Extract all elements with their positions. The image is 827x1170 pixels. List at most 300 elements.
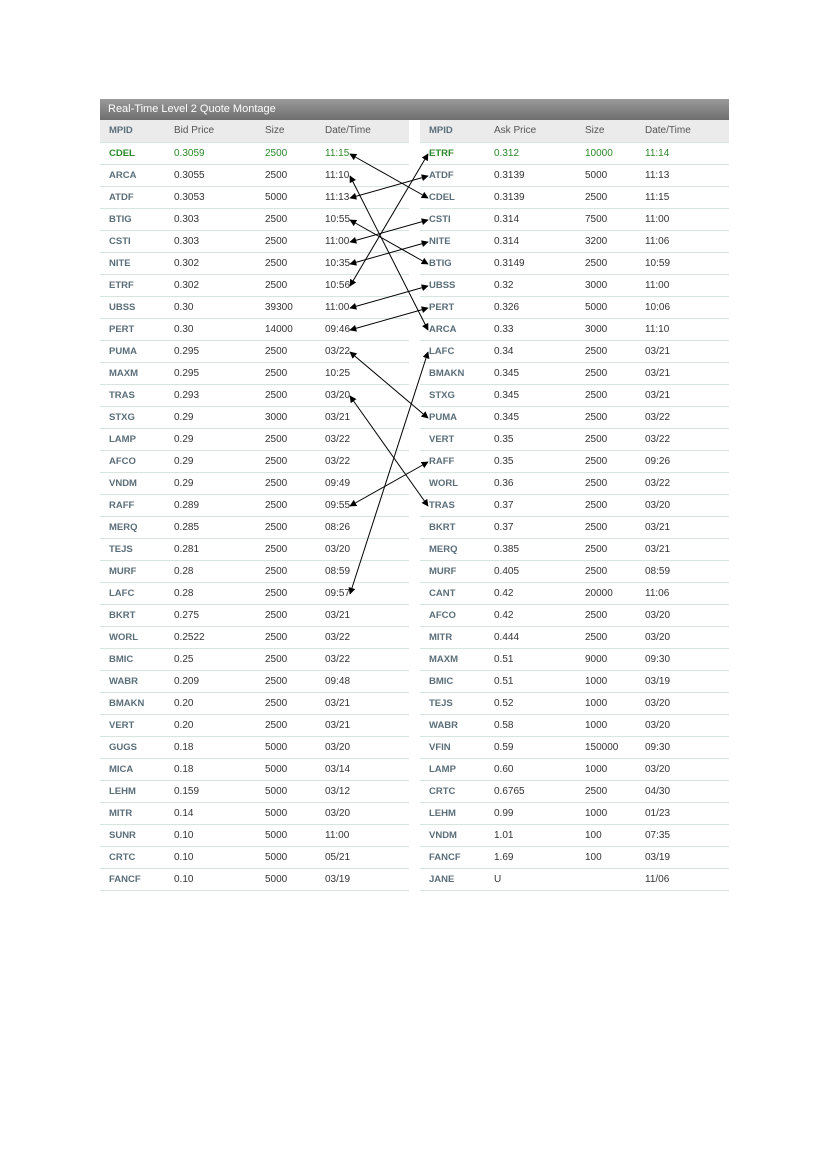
- bid-mpid: GUGS: [109, 742, 137, 753]
- ask-row: [420, 231, 729, 253]
- bid-size: 2500: [265, 522, 288, 533]
- bid-mpid: LEHM: [109, 786, 136, 797]
- bid-size: 2500: [265, 566, 288, 577]
- bid-mpid: VNDM: [109, 478, 137, 489]
- bid-time: 11:00: [325, 830, 350, 841]
- ask-time: 03/20: [645, 632, 671, 643]
- ask-mpid: AFCO: [429, 610, 456, 621]
- ask-row: [420, 363, 729, 385]
- bid-price: 0.29: [174, 478, 194, 489]
- bid-row: [100, 297, 409, 319]
- ask-size: 5000: [585, 302, 608, 313]
- ask-row: [420, 385, 729, 407]
- ask-time: 11:00: [645, 214, 670, 225]
- bid-row: [100, 781, 409, 803]
- bid-size: 2500: [265, 478, 288, 489]
- bid-time: 09:57: [325, 588, 351, 599]
- ask-time: 03/20: [645, 720, 671, 731]
- bid-row: [100, 869, 409, 891]
- ask-time: 03/21: [645, 390, 671, 401]
- ask-time: 03/22: [645, 412, 671, 423]
- bid-row: [100, 583, 409, 605]
- ask-size: 2500: [585, 566, 608, 577]
- ask-time: 11:06: [645, 236, 670, 247]
- ask-size: 2500: [585, 522, 608, 533]
- bid-time: 03/22: [325, 346, 351, 357]
- ask-mpid: CSTI: [429, 214, 451, 225]
- ask-price: 0.34: [494, 346, 514, 357]
- bid-size: 2500: [265, 456, 288, 467]
- ask-header-mpid: MPID: [429, 125, 453, 136]
- bid-row: [100, 451, 409, 473]
- bid-mpid: TRAS: [109, 390, 135, 401]
- ask-mpid: JANE: [429, 874, 455, 885]
- ask-mpid: VFIN: [429, 742, 451, 753]
- ask-time: 07:35: [645, 830, 671, 841]
- bid-size: 2500: [265, 148, 288, 159]
- bid-time: 03/20: [325, 742, 351, 753]
- ask-mpid: ARCA: [429, 324, 457, 335]
- bid-header-price: Bid Price: [174, 125, 215, 136]
- ask-row: [420, 341, 729, 363]
- ask-mpid: LAMP: [429, 764, 456, 775]
- bid-time: 10:56: [325, 280, 351, 291]
- bid-price: 0.18: [174, 742, 194, 753]
- ask-row: [420, 649, 729, 671]
- ask-table: [420, 120, 729, 891]
- ask-time: 03/20: [645, 610, 671, 621]
- ask-size: 7500: [585, 214, 608, 225]
- bid-size: 2500: [265, 258, 288, 269]
- ask-row: [420, 605, 729, 627]
- bid-row: [100, 495, 409, 517]
- ask-mpid: MAXM: [429, 654, 459, 665]
- bid-price: 0.3053: [174, 192, 205, 203]
- ask-size: 2500: [585, 368, 608, 379]
- ask-mpid: CANT: [429, 588, 456, 599]
- bid-price: 0.29: [174, 434, 194, 445]
- ask-time: 10:59: [645, 258, 671, 269]
- ask-size: 2500: [585, 478, 608, 489]
- bid-price: 0.30: [174, 302, 194, 313]
- bid-row: [100, 847, 409, 869]
- bid-time: 03/21: [325, 698, 351, 709]
- bid-price: 0.29: [174, 456, 194, 467]
- ask-price: 0.3139: [494, 192, 525, 203]
- bid-time: 08:26: [325, 522, 351, 533]
- bid-price: 0.10: [174, 830, 194, 841]
- ask-price: 0.314: [494, 214, 520, 225]
- bid-price: 0.10: [174, 852, 194, 863]
- ask-time: 11:06: [645, 588, 670, 599]
- bid-size: 2500: [265, 434, 288, 445]
- ask-size: 150000: [585, 742, 619, 753]
- ask-time: 03/20: [645, 698, 671, 709]
- ask-row: [420, 473, 729, 495]
- bid-mpid: BMAKN: [109, 698, 145, 709]
- ask-header-row: [420, 120, 729, 143]
- ask-mpid: LEHM: [429, 808, 456, 819]
- ask-row: [420, 869, 729, 891]
- ask-size: 100: [585, 830, 602, 841]
- bid-size: 5000: [265, 808, 288, 819]
- ask-mpid: WABR: [429, 720, 459, 731]
- bid-row: [100, 275, 409, 297]
- ask-row: [420, 781, 729, 803]
- ask-price: 0.36: [494, 478, 514, 489]
- bid-price: 0.209: [174, 676, 200, 687]
- ask-price: 0.3149: [494, 258, 525, 269]
- ask-size: 2500: [585, 456, 608, 467]
- bid-row: [100, 231, 409, 253]
- bid-time: 11:10: [325, 170, 350, 181]
- ask-mpid: ATDF: [429, 170, 454, 181]
- ask-mpid: BKRT: [429, 522, 456, 533]
- bid-price: 0.302: [174, 280, 200, 291]
- ask-row: [420, 165, 729, 187]
- ask-mpid: FANCF: [429, 852, 461, 863]
- bid-row: [100, 693, 409, 715]
- ask-rows: [420, 143, 729, 891]
- bid-mpid: ATDF: [109, 192, 134, 203]
- bid-price: 0.14: [174, 808, 194, 819]
- bid-size: 2500: [265, 346, 288, 357]
- bid-size: 5000: [265, 192, 288, 203]
- bid-mpid: PUMA: [109, 346, 137, 357]
- ask-price: U: [494, 874, 502, 885]
- bid-price: 0.10: [174, 874, 194, 885]
- ask-row: [420, 561, 729, 583]
- ask-time: 01/23: [645, 808, 671, 819]
- ask-price: 1.01: [494, 830, 514, 841]
- bid-mpid: ARCA: [109, 170, 137, 181]
- ask-price: 0.35: [494, 434, 514, 445]
- bid-price: 0.285: [174, 522, 200, 533]
- ask-price: 0.385: [494, 544, 520, 555]
- bid-size: 5000: [265, 764, 288, 775]
- bid-size: 2500: [265, 500, 288, 511]
- bid-rows: [100, 143, 409, 891]
- bid-price: 0.3059: [174, 148, 205, 159]
- bid-size: 2500: [265, 676, 288, 687]
- bid-header-time: Date/Time: [325, 125, 371, 136]
- bid-mpid: CRTC: [109, 852, 136, 863]
- bid-price: 0.30: [174, 324, 194, 335]
- bid-price: 0.275: [174, 610, 200, 621]
- ask-price: 0.32: [494, 280, 514, 291]
- ask-time: 09:30: [645, 654, 671, 665]
- ask-size: 2500: [585, 390, 608, 401]
- montage-title: Real-Time Level 2 Quote Montage: [100, 99, 729, 120]
- ask-size: 2500: [585, 544, 608, 555]
- ask-time: 11:00: [645, 280, 670, 291]
- ask-time: 03/22: [645, 434, 671, 445]
- ask-mpid: NITE: [429, 236, 451, 247]
- bid-time: 09:48: [325, 676, 351, 687]
- bid-size: 2500: [265, 720, 288, 731]
- ask-time: 03/20: [645, 764, 671, 775]
- montage-columns: [100, 120, 729, 895]
- bid-row: [100, 385, 409, 407]
- bid-time: 03/14: [325, 764, 351, 775]
- bid-time: 10:35: [325, 258, 351, 269]
- bid-mpid: BMIC: [109, 654, 134, 665]
- ask-price: 0.52: [494, 698, 514, 709]
- ask-size: 1000: [585, 676, 608, 687]
- bid-price: 0.28: [174, 566, 194, 577]
- ask-price: 0.345: [494, 390, 520, 401]
- bid-mpid: MERQ: [109, 522, 138, 533]
- ask-row: [420, 825, 729, 847]
- bid-mpid: WORL: [109, 632, 139, 643]
- ask-size: 1000: [585, 808, 608, 819]
- ask-mpid: CRTC: [429, 786, 456, 797]
- bid-size: 5000: [265, 830, 288, 841]
- ask-price: 0.405: [494, 566, 520, 577]
- ask-mpid: RAFF: [429, 456, 455, 467]
- bid-mpid: RAFF: [109, 500, 135, 511]
- ask-price: 0.35: [494, 456, 514, 467]
- bid-size: 2500: [265, 698, 288, 709]
- ask-row: [420, 847, 729, 869]
- bid-price: 0.28: [174, 588, 194, 599]
- bid-row: [100, 407, 409, 429]
- bid-mpid: AFCO: [109, 456, 136, 467]
- ask-mpid: PUMA: [429, 412, 457, 423]
- ask-price: 0.444: [494, 632, 520, 643]
- ask-size: 2500: [585, 610, 608, 621]
- bid-mpid: FANCF: [109, 874, 141, 885]
- ask-time: 03/19: [645, 676, 671, 687]
- bid-mpid: SUNR: [109, 830, 136, 841]
- bid-mpid: PERT: [109, 324, 135, 335]
- ask-time: 09:30: [645, 742, 671, 753]
- ask-row: [420, 671, 729, 693]
- ask-mpid: TEJS: [429, 698, 453, 709]
- bid-row: [100, 253, 409, 275]
- ask-size: 100: [585, 852, 602, 863]
- ask-mpid: VERT: [429, 434, 455, 445]
- bid-price: 0.295: [174, 368, 200, 379]
- ask-row: [420, 319, 729, 341]
- ask-price: 0.51: [494, 654, 514, 665]
- ask-mpid: MURF: [429, 566, 457, 577]
- bid-size: 3000: [265, 412, 288, 423]
- bid-mpid: MAXM: [109, 368, 139, 379]
- bid-time: 03/22: [325, 654, 351, 665]
- bid-price: 0.303: [174, 214, 200, 225]
- ask-time: 09:26: [645, 456, 671, 467]
- bid-size: 2500: [265, 390, 288, 401]
- bid-mpid: BKRT: [109, 610, 136, 621]
- bid-row: [100, 803, 409, 825]
- ask-mpid: MERQ: [429, 544, 458, 555]
- bid-price: 0.302: [174, 258, 200, 269]
- ask-mpid: ETRF: [429, 148, 454, 159]
- ask-size: 2500: [585, 632, 608, 643]
- bid-time: 10:55: [325, 214, 351, 225]
- bid-mpid: NITE: [109, 258, 131, 269]
- ask-time: 08:59: [645, 566, 671, 577]
- bid-size: 39300: [265, 302, 293, 313]
- bid-size: 2500: [265, 588, 288, 599]
- bid-time: 03/22: [325, 456, 351, 467]
- ask-row: [420, 407, 729, 429]
- bid-row: [100, 517, 409, 539]
- bid-mpid: LAFC: [109, 588, 135, 599]
- ask-header-time: Date/Time: [645, 125, 691, 136]
- bid-price: 0.2522: [174, 632, 205, 643]
- ask-price: 0.37: [494, 522, 514, 533]
- ask-mpid: BMIC: [429, 676, 454, 687]
- ask-price: 0.312: [494, 148, 520, 159]
- ask-row: [420, 143, 729, 165]
- bid-size: 5000: [265, 852, 288, 863]
- ask-mpid: LAFC: [429, 346, 455, 357]
- bid-mpid: MITR: [109, 808, 133, 819]
- bid-row: [100, 363, 409, 385]
- ask-mpid: PERT: [429, 302, 455, 313]
- bid-time: 03/22: [325, 434, 351, 445]
- ask-row: [420, 715, 729, 737]
- bid-mpid: CDEL: [109, 148, 135, 159]
- bid-header-mpid: MPID: [109, 125, 133, 136]
- bid-row: [100, 671, 409, 693]
- ask-row: [420, 693, 729, 715]
- ask-mpid: VNDM: [429, 830, 457, 841]
- ask-size: 3000: [585, 280, 608, 291]
- ask-mpid: BMAKN: [429, 368, 465, 379]
- ask-row: [420, 759, 729, 781]
- ask-size: 2500: [585, 192, 608, 203]
- ask-header-size: Size: [585, 125, 605, 136]
- bid-time: 03/22: [325, 632, 351, 643]
- bid-time: 03/19: [325, 874, 351, 885]
- ask-price: 0.345: [494, 412, 520, 423]
- ask-price: 1.69: [494, 852, 514, 863]
- bid-row: [100, 473, 409, 495]
- bid-price: 0.293: [174, 390, 200, 401]
- ask-row: [420, 275, 729, 297]
- bid-size: 14000: [265, 324, 293, 335]
- ask-price: 0.3139: [494, 170, 525, 181]
- bid-mpid: ETRF: [109, 280, 134, 291]
- bid-row: [100, 429, 409, 451]
- ask-time: 11/06: [645, 874, 670, 885]
- ask-mpid: STXG: [429, 390, 455, 401]
- bid-mpid: UBSS: [109, 302, 136, 313]
- ask-price: 0.6765: [494, 786, 525, 797]
- bid-row: [100, 759, 409, 781]
- ask-price: 0.60: [494, 764, 514, 775]
- bid-row: [100, 341, 409, 363]
- ask-row: [420, 627, 729, 649]
- bid-row: [100, 143, 409, 165]
- bid-time: 03/12: [325, 786, 351, 797]
- bid-row: [100, 627, 409, 649]
- bid-time: 09:49: [325, 478, 351, 489]
- ask-row: [420, 297, 729, 319]
- ask-row: [420, 517, 729, 539]
- ask-size: 2500: [585, 412, 608, 423]
- ask-size: 2500: [585, 786, 608, 797]
- ask-price: 0.51: [494, 676, 514, 687]
- bid-size: 2500: [265, 544, 288, 555]
- ask-mpid: UBSS: [429, 280, 456, 291]
- bid-size: 2500: [265, 236, 288, 247]
- ask-size: 1000: [585, 764, 608, 775]
- ask-row: [420, 803, 729, 825]
- ask-time: 03/21: [645, 522, 671, 533]
- bid-time: 03/20: [325, 390, 351, 401]
- ask-price: 0.42: [494, 610, 514, 621]
- bid-size: 2500: [265, 368, 288, 379]
- bid-size: 2500: [265, 610, 288, 621]
- bid-mpid: STXG: [109, 412, 135, 423]
- ask-mpid: TRAS: [429, 500, 455, 511]
- bid-size: 2500: [265, 170, 288, 181]
- ask-row: [420, 495, 729, 517]
- bid-table: [100, 120, 409, 891]
- bid-time: 03/20: [325, 808, 351, 819]
- bid-row: [100, 539, 409, 561]
- bid-price: 0.159: [174, 786, 200, 797]
- bid-mpid: MURF: [109, 566, 137, 577]
- ask-time: 11:13: [645, 170, 670, 181]
- ask-time: 03/21: [645, 544, 671, 555]
- ask-mpid: MITR: [429, 632, 453, 643]
- ask-size: 1000: [585, 698, 608, 709]
- ask-time: 10:06: [645, 302, 671, 313]
- bid-mpid: BTIG: [109, 214, 132, 225]
- ask-size: 3000: [585, 324, 608, 335]
- bid-price: 0.20: [174, 720, 194, 731]
- ask-time: 11:15: [645, 192, 670, 203]
- bid-price: 0.29: [174, 412, 194, 423]
- bid-mpid: WABR: [109, 676, 139, 687]
- ask-size: 3200: [585, 236, 608, 247]
- bid-time: 10:25: [325, 368, 351, 379]
- bid-time: 03/21: [325, 610, 351, 621]
- bid-size: 5000: [265, 786, 288, 797]
- ask-row: [420, 539, 729, 561]
- bid-row: [100, 561, 409, 583]
- bid-row: [100, 165, 409, 187]
- ask-time: 04/30: [645, 786, 671, 797]
- ask-price: 0.326: [494, 302, 520, 313]
- ask-price: 0.314: [494, 236, 520, 247]
- bid-time: 03/20: [325, 544, 351, 555]
- bid-time: 11:13: [325, 192, 350, 203]
- bid-time: 11:15: [325, 148, 350, 159]
- ask-time: 03/21: [645, 346, 671, 357]
- bid-time: 05/21: [325, 852, 351, 863]
- ask-time: 03/21: [645, 368, 671, 379]
- ask-size: 10000: [585, 148, 613, 159]
- ask-price: 0.58: [494, 720, 514, 731]
- bid-header-row: [100, 120, 409, 143]
- ask-size: 2500: [585, 346, 608, 357]
- bid-price: 0.281: [174, 544, 200, 555]
- ask-time: 11:14: [645, 148, 670, 159]
- bid-mpid: VERT: [109, 720, 135, 731]
- bid-time: 08:59: [325, 566, 351, 577]
- ask-mpid: WORL: [429, 478, 459, 489]
- ask-time: 03/19: [645, 852, 671, 863]
- bid-mpid: MICA: [109, 764, 134, 775]
- ask-row: [420, 451, 729, 473]
- ask-mpid: BTIG: [429, 258, 452, 269]
